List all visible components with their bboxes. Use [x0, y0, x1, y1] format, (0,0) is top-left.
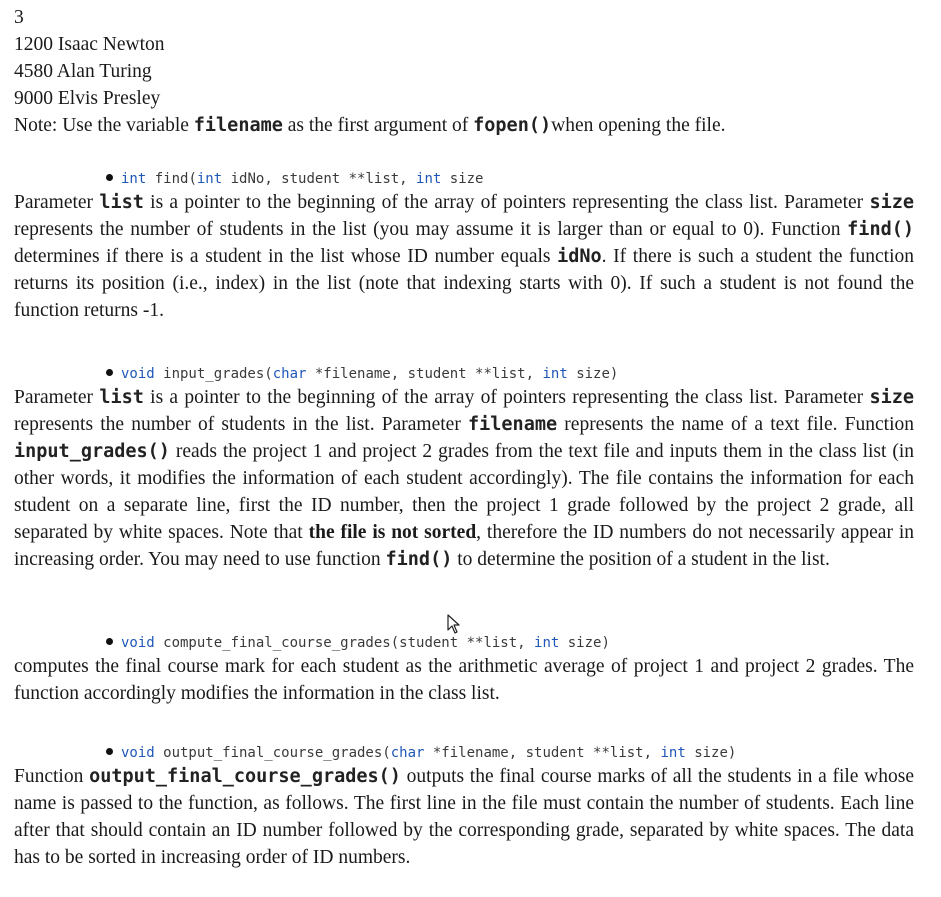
bullet-icon	[106, 369, 113, 376]
mouse-pointer-icon	[447, 614, 461, 634]
bullet-icon	[106, 638, 113, 645]
sample-line-2: 4580 Alan Turing	[14, 61, 152, 82]
bullet-icon	[106, 748, 113, 755]
output-description: Function output_final_course_grades() outputs the final course marks of all the students in a file whose name is passed to the function, as follows. The first line in the file must contain the number of students. Each line after that should contain an ID number followed by the corresponding grade, separated by white spaces. The data has to be sorted in increasing order of ID numbers.	[14, 766, 914, 868]
input-grades-signature: void input_grades(char *filename, student **list, int size)	[106, 364, 914, 384]
sample-count-line: 3	[14, 7, 24, 28]
bullet-icon	[106, 174, 113, 181]
compute-description: computes the final course mark for each student as the arithmetic average of project 1 and project 2 grades. The function accordingly modifies the information in the class list.	[14, 656, 914, 704]
fopen-note: Note: Use the variable filename as the first argument of fopen()when opening the file.	[14, 115, 726, 136]
emphasis-not-sorted: the file is not sorted	[308, 522, 477, 543]
code-filename: filename	[193, 115, 283, 136]
find-signature: int find(int idNo, student **list, int size	[106, 169, 914, 189]
sample-line-1: 1200 Isaac Newton	[14, 34, 165, 55]
input-grades-description: Parameter list is a pointer to the beginning of the array of pointers representing the class list. Parameter size represents the number of students in the list. Parameter filename represents the name of a text file. Function input_grades() reads the project 1 and project 2 grades from the text file and inputs them in the class list (in other words, it modifies the information of each student accordingly). The file contains the information for each student on a separate line, first the ID number, then the project 1 grade followed by the project 2 grade, all separated by white spaces. Note that the file is not sorted, therefore the ID numbers do not necessarily appear in increasing order. You may need to use function find() to determine the position of a student in the list.	[14, 387, 915, 570]
document-page	[14, 4, 914, 871]
sample-line-3: 9000 Elvis Presley	[14, 88, 161, 109]
scroll-indicator-icon	[875, 0, 893, 4]
find-description: Parameter list is a pointer to the beginning of the array of pointers representing the class list. Parameter size represents the number of students in the list (you may assume it is larger than or equal to 0). Function find() determines if there is a student in the list whose ID number equals idNo. If there is such a student the function returns its position (i.e., index) in the list (note that indexing starts with 0). If such a student is not found the function returns -1.	[14, 192, 915, 321]
output-signature: void output_final_course_grades(char *filename, student **list, int size)	[106, 743, 914, 763]
compute-signature: void compute_final_course_grades(student **list, int size)	[106, 633, 914, 653]
code-fopen: fopen()	[473, 115, 552, 136]
